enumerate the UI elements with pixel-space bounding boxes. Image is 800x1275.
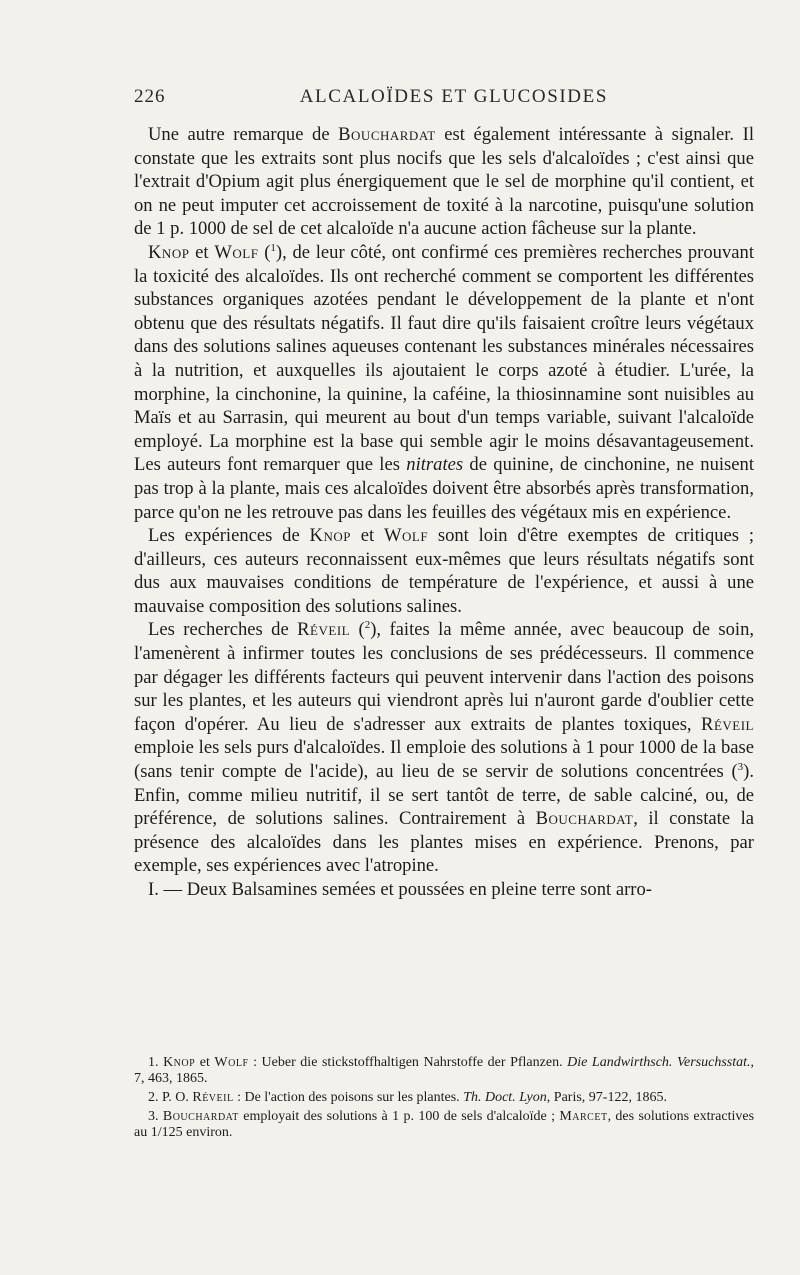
text: sont loin d'être exemptes de critiques ; d'ailleurs, ces auteurs reconnaissent eux-mêmes que leurs résultats négatifs sont dus aux mauvaises conditions de température de l'expérience, et aussi à une mauvaise composition des solutions salines.: [134, 525, 754, 617]
author-name: Knop: [148, 241, 190, 263]
paragraph-4: [134, 618, 754, 878]
text: Une autre remarque de: [148, 124, 339, 145]
text: ), faites la même année, avec beaucoup de soin, l'amenèrent à infirmer toutes les conclusions de ses prédécesseurs. Il commence par dégager les différents facteurs qui peuvent intervenir dans l'action des poisons sur les plantes, et les auteurs qui viendront après lui n'auront garde d'oublier cette façon d'opérer. Au lieu de s'adresser aux extraits de plantes toxiques,: [134, 619, 755, 735]
text: , Paris, 97-122, 1865.: [546, 1090, 667, 1105]
journal-title: Die Landwirthsch. Versuchsstat.: [567, 1055, 751, 1070]
text: , 7, 463, 1865.: [134, 1055, 754, 1086]
text: emploie les sels purs d'alcaloïdes. Il emploie des solutions à 1 pour 1000 de la base (sans tenir compte de l'acide), au lieu de se servir de solutions concentrées (: [134, 737, 754, 783]
footnote-number: 2.: [148, 1090, 162, 1105]
author-name: Réveil: [701, 713, 754, 735]
text: , des solutions extractives au 1/125 environ.: [134, 1109, 755, 1140]
author-name: Bouchardat: [338, 124, 436, 145]
page-header: [134, 86, 754, 108]
text: employait des solutions à 1 p. 100 de sels d'alcaloïde ;: [238, 1109, 560, 1124]
footnote-1: [134, 1055, 754, 1087]
paragraph-5: [134, 878, 754, 902]
text: ). Enfin, comme milieu nutritif, il se sert tantôt de terre, de sable calciné, ou, de préférence, de solutions salines. Contrairement à: [134, 761, 754, 830]
paragraph-1: [134, 123, 754, 241]
footnote-2: [134, 1090, 754, 1106]
author-name: Réveil: [297, 619, 351, 641]
footnote-ref: 2: [364, 619, 371, 632]
text: et: [189, 241, 215, 263]
text: P. O.: [162, 1090, 193, 1105]
text: ), de leur côté, ont confirmé ces premières recherches prouvant la toxicité des alcaloïdes. Ils ont recherché comment se comportent les différentes substances organiques azotées pendant le développement de la plante et n'ont obtenu que des résultats négatifs. Il faut dire qu'ils faisaient croître leurs végétaux dans des solutions salines aqueuses contenant les substances minérales nécessaires à la nutrition, et auxquelles ils ajoutaient le corps azoté à étudier. L'urée, la morphine, la cinchonine, la quinine, la caféine, la thiosinnamine sont nuisibles au Maïs et au Sarrasin, qui meurent au bout d'un temps variable, suivant l'alcaloïde employé. La morphine est la base qui semble agir le moins désavantageusement. Les auteurs font remarquer que les: [134, 241, 754, 476]
author-name: Wolf: [214, 1055, 249, 1070]
text: : De l'action des poisons sur les plantes.: [233, 1090, 464, 1105]
footnote-ref: 3: [737, 760, 744, 773]
running-title: ALCALOÏDES ET GLUCOSIDES: [299, 86, 608, 107]
body-text: [134, 123, 754, 902]
author-name: Knop: [163, 1055, 196, 1070]
text: Les expériences de: [148, 525, 310, 547]
thesis-title: Th. Doct. Lyon: [463, 1090, 547, 1105]
text: (: [258, 241, 271, 263]
paragraph-2: [134, 241, 754, 524]
text: est également intéressante à signaler. Il constate que les extraits sont plus nocifs que les sels d'alcaloïdes ; c'est ainsi que l'extrait d'Opium agit plus énergiquement que le sel de morphine qu'il contient, et on ne peut imputer cet accroissement de toxité à la narcotine, puisqu'une solution de 1 p. 1000 de sel de cet alcaloïde n'a aucune action fâcheuse sur la plante.: [134, 124, 754, 240]
author-name: Bouchardat: [535, 808, 634, 830]
footnote-3: [134, 1109, 754, 1141]
text: (: [350, 619, 365, 641]
author-name: Wolf: [383, 525, 429, 547]
footnotes: [134, 1055, 754, 1144]
text: Les recherches de: [148, 619, 298, 641]
text: : Ueber die stickstoffhaltigen Nahrstoffe der Pflanzen.: [248, 1055, 568, 1070]
author-name: Réveil: [192, 1090, 234, 1105]
italic-term: nitrates: [406, 454, 464, 476]
text: et: [195, 1055, 215, 1070]
text: et: [350, 525, 384, 547]
author-name: Knop: [309, 525, 351, 547]
paragraph-3: [134, 524, 754, 618]
author-name: Marcet: [559, 1109, 608, 1124]
footnote-number: 3.: [148, 1109, 163, 1124]
text: de quinine, de cinchonine, ne nuisent pas trop à la plante, mais ces alcaloïdes doivent être absorbés après transformation, parce qu'on ne les retrouve pas dans les feuilles des végétaux mis en expérience.: [134, 454, 754, 523]
author-name: Wolf: [214, 241, 259, 263]
page-number: 226: [134, 86, 166, 107]
text: , il constate la présence des alcaloïdes dans les plantes mises en expérience. Prenons, par exemple, ses expériences avec l'atropine.: [134, 808, 754, 877]
footnote-ref: 1: [270, 241, 276, 254]
author-name: Bouchardat: [162, 1109, 239, 1124]
text: I. — Deux Balsamines semées et poussées en pleine terre sont arro-: [148, 879, 652, 900]
footnote-number: 1.: [148, 1055, 164, 1070]
